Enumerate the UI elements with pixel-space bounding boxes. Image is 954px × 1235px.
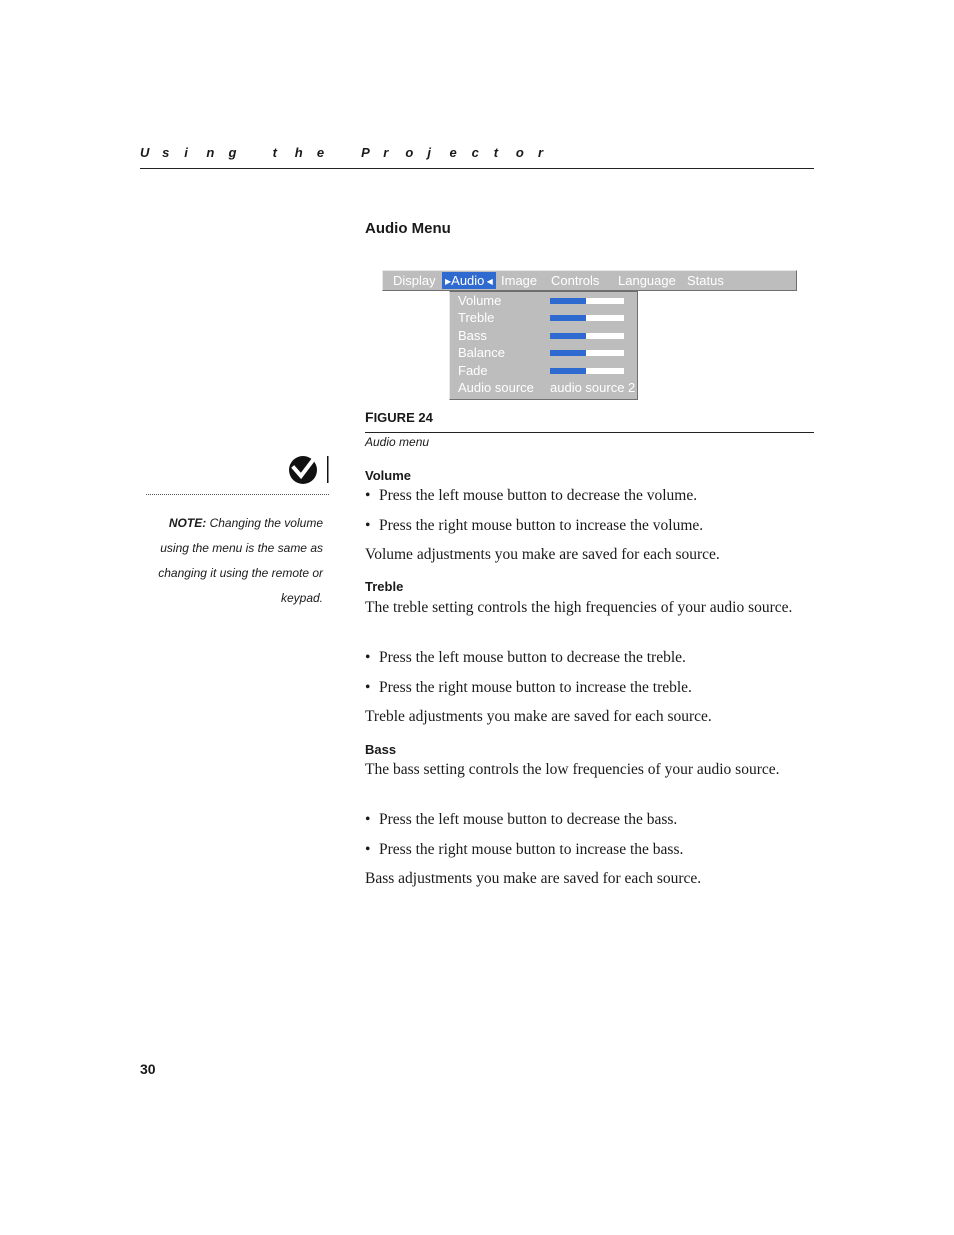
page-number: 30 [140,1061,156,1077]
tab-display[interactable]: Display [393,273,436,288]
menu-item-treble[interactable] [458,309,636,326]
running-head-letter: n [206,145,215,160]
list-item: • Press the right mouse button to increase the treble. [365,679,692,696]
tab-image[interactable]: Image [501,273,538,288]
treble-heading: Treble [365,579,404,594]
list-item-text: Press the left mouse button to decrease the bass. [379,811,678,828]
note-check-icon [288,455,330,485]
header-rule [140,168,814,169]
menu-item-label: Fade [458,363,488,378]
figure-caption: Audio menu [365,435,430,449]
menu-item-label: Balance [458,345,505,360]
running-head-letter [251,145,273,160]
bass-slider[interactable] [550,333,624,339]
running-head [140,145,560,160]
list-item: • Press the right mouse button to increase the volume. [365,517,704,534]
list-item-text: Press the left mouse button to decrease the treble. [379,649,686,666]
menu-item-label: Audio source [458,380,534,395]
treble-note: Treble adjustments you make are saved for each source. [365,708,712,725]
note-line: changing it using the remote or [158,566,323,580]
tab-controls[interactable]: Controls [551,273,600,288]
figure-label-rest: IGURE [373,410,415,425]
list-item-text: Press the left mouse button to decrease the volume. [379,487,698,504]
volume-heading: Volume [365,468,411,483]
bass-note: Bass adjustments you make are saved for each source. [365,870,702,887]
slider-fill [550,350,586,356]
treble-intro: The treble setting controls the high frequencies of your audio source. [365,599,793,616]
bass-heading: Bass [365,742,397,757]
menu-item-audio-source[interactable] [458,379,636,396]
note-line: keypad. [280,591,323,605]
figure-label [365,409,433,425]
running-head-letter: U [140,145,150,160]
list-item: • Press the left mouse button to decrease the treble. [365,649,686,666]
menu-item-fade[interactable] [458,362,636,379]
menu-item-label: Treble [458,310,495,325]
note-line: Changing the volume [209,516,323,530]
menu-item-label: Volume [458,293,502,308]
list-item: • Press the right mouse button to increase the bass. [365,841,684,858]
running-head-letter: o [405,145,414,160]
running-head-letter: t [272,145,277,160]
running-head-letter: r [383,145,389,160]
tab-language[interactable]: Language [618,273,676,288]
menu-item-balance[interactable] [458,344,636,361]
volume-slider[interactable] [550,298,624,304]
note-line: using the menu is the same as [160,541,323,555]
figure-number: 24 [418,410,433,425]
list-item-text: Press the right mouse button to increase the treble. [379,679,692,696]
running-head-letter: t [493,145,499,160]
treble-slider[interactable] [550,315,624,321]
slider-fill [550,315,586,321]
volume-note: Volume adjustments you make are saved for each source. [365,546,720,563]
running-head-letter: e [316,145,325,160]
running-head-letter: i [184,145,188,160]
running-head-letter: j [427,145,432,160]
list-item-text: Press the right mouse button to increase the bass. [379,841,684,858]
menu-item-bass[interactable] [458,327,636,344]
tab-audio[interactable] [442,272,496,289]
running-head-letter: o [515,145,524,160]
list-item: • Press the left mouse button to decrease the volume. [365,487,698,504]
bass-intro: The bass setting controls the low frequencies of your audio source. [365,761,780,778]
note-divider [146,494,329,495]
fade-slider[interactable] [550,368,624,374]
audio-submenu [449,291,638,400]
tab-status[interactable]: Status [687,273,724,288]
menu-item-volume[interactable] [458,292,636,309]
figure-label-initial: F [365,409,374,425]
balance-slider[interactable] [550,350,624,356]
list-item-text: Press the right mouse button to increase the volume. [379,517,704,534]
running-head-letter: P [361,145,370,160]
note-label: NOTE: [168,516,207,530]
slider-fill [550,368,586,374]
figure-rule [365,432,814,433]
slider-fill [550,333,586,339]
running-head-letter: c [471,145,479,160]
running-head-letter: g [228,145,237,160]
menu-bar [382,270,797,291]
slider-fill [550,298,586,304]
margin-note [140,511,323,611]
running-head-letter: r [537,145,544,160]
running-head-letter: h [294,145,303,160]
audio-source-value: audio source 2 [550,380,636,395]
tab-audio-label: Audio [451,273,485,288]
running-head-letter: e [449,145,457,160]
menu-item-label: Bass [458,328,487,343]
running-head-letter: s [162,145,170,160]
arrow-right-icon: ▶ [445,277,452,286]
section-title: Audio Menu [365,220,451,237]
list-item: • Press the left mouse button to decrease the bass. [365,811,678,828]
running-head-letter [339,145,361,160]
arrow-left-icon: ◀ [484,277,493,286]
